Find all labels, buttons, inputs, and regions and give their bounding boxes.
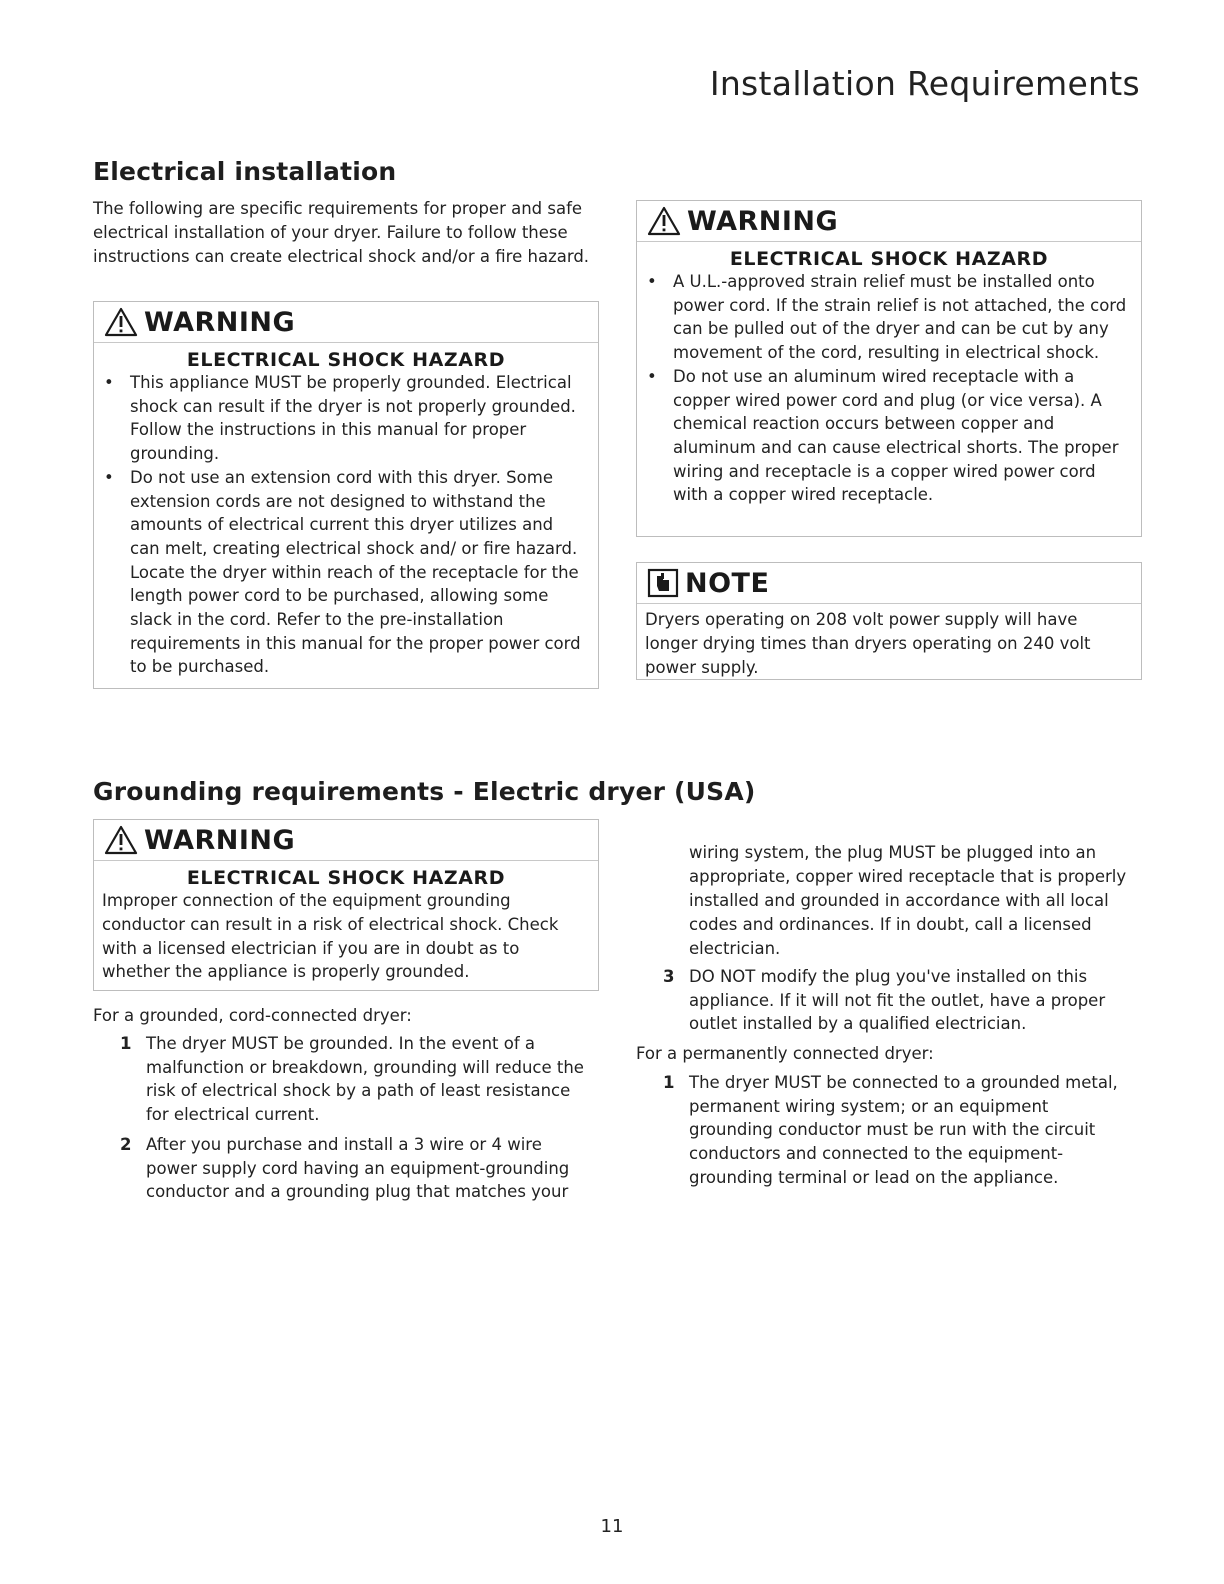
warning-list [637,270,1141,507]
permanent-intro: For a permanently connected dryer: [636,1044,934,1063]
cord-connected-steps [93,1032,598,1210]
note-text: Dryers operating on 208 volt power supply will have longer drying times than dryers operating on 240 volt power supply. [645,610,1091,677]
warning-item: • This appliance MUST be properly grounded. Electrical shock can result if the dryer is not properly grounded. Follow the instructions in this manual for proper grounding. [102,371,586,466]
warning-item: • Do not use an extension cord with this dryer. Some extension cords are not designed to withstand the amounts of electrical current this dryer utilizes and can melt, creating electrical shock and/ or fire hazard. Locate the dryer within reach of the receptacle for the length power cord to be purchased, allowing some slack in the cord. Refer to the pre-installation requirements in this manual for the proper power cord to be purchased. [102,466,586,679]
note-box [636,562,1142,680]
hazard-title: ELECTRICAL SHOCK HAZARD [729,248,1049,270]
warning-triangle-icon [647,206,681,236]
warning-label: WARNING [144,824,296,856]
warning-item: • Do not use an aluminum wired receptacle with a copper wired power cord and plug (or vice versa). A chemical reaction occurs between copper and aluminum and can cause electrical shorts. The proper wiring and receptacle is a copper wired power cord with a copper wired receptacle. [645,365,1129,507]
page-title: Installation Requirements [709,64,1140,103]
step-number: 3 [663,967,675,986]
hazard-title: ELECTRICAL SHOCK HAZARD [186,867,506,889]
step-number: 1 [663,1073,675,1092]
warning-box-right [636,200,1142,537]
warning-label: WARNING [687,205,839,237]
step-text: The dryer MUST be grounded. In the event of a malfunction or breakdown, grounding will reduce the risk of electrical shock by a path of least resistance for electrical current. [146,1034,584,1125]
list-item [93,1133,598,1204]
note-pointing-hand-icon [647,568,679,598]
list-item [636,965,1142,1036]
step-number: 2 [120,1134,132,1154]
note-header [637,563,1141,604]
section-title-grounding: Grounding requirements - Electric dryer (USA) [93,777,756,806]
hazard-title: ELECTRICAL SHOCK HAZARD [186,349,506,371]
step-text: After you purchase and install a 3 wire or 4 wire power supply cord having an equipment-grounding conductor and a grounding plug that matches your [146,1134,570,1202]
warning-box-left [93,301,599,689]
warning-label: WARNING [144,306,296,338]
cord-connected-intro: For a grounded, cord-connected dryer: [93,1006,412,1025]
warning-header [637,201,1141,242]
warning-list [94,371,598,679]
cord-connected-steps-cont [636,965,1142,1042]
step-2-continued-text: wiring system, the plug MUST be plugged into an appropriate, copper wired receptacle that is properly installed and grounded in accordance with all local codes and ordinances. If in doubt, call a licensed electrician. [689,843,1127,958]
step-text: The dryer MUST be connected to a grounded metal, permanent wiring system; or an equipment grounding conductor must be run with the circuit conductors and connected to the equipment-grounding terminal or lead on the appliance. [689,1073,1118,1187]
list-item [636,1071,1136,1190]
warning-triangle-icon [104,825,138,855]
step-number: 1 [120,1034,132,1053]
warning-header [94,302,598,343]
warning-header [94,820,598,861]
section-title-electrical-installation: Electrical installation [93,157,397,186]
list-item [93,1032,598,1127]
warning-item: • A U.L.-approved strain relief must be installed onto power cord. If the strain relief is not attached, the cord can be pulled out of the dryer and can be cut by any movement of the cord, resulting in electrical shock. [645,270,1129,365]
step-text: DO NOT modify the plug you've installed on this appliance. If it will not fit the outlet, have a proper outlet installed by a qualified electrician. [689,967,1106,1034]
warning-text: Improper connection of the equipment grounding conductor can result in a risk of electrical shock. Check with a licensed electrician if you are in doubt as to whether the appliance is properly grounded. [102,891,559,982]
note-label: NOTE [685,567,770,599]
warning-triangle-icon [104,307,138,337]
page-number: 11 [600,1516,624,1537]
permanent-steps [636,1071,1136,1196]
electrical-intro-text: The following are specific requirements for proper and safe electrical installation of your dryer. Failure to follow these instructions can create electrical shock and/or a fire hazard. [93,199,590,266]
warning-box-grounding [93,819,599,991]
